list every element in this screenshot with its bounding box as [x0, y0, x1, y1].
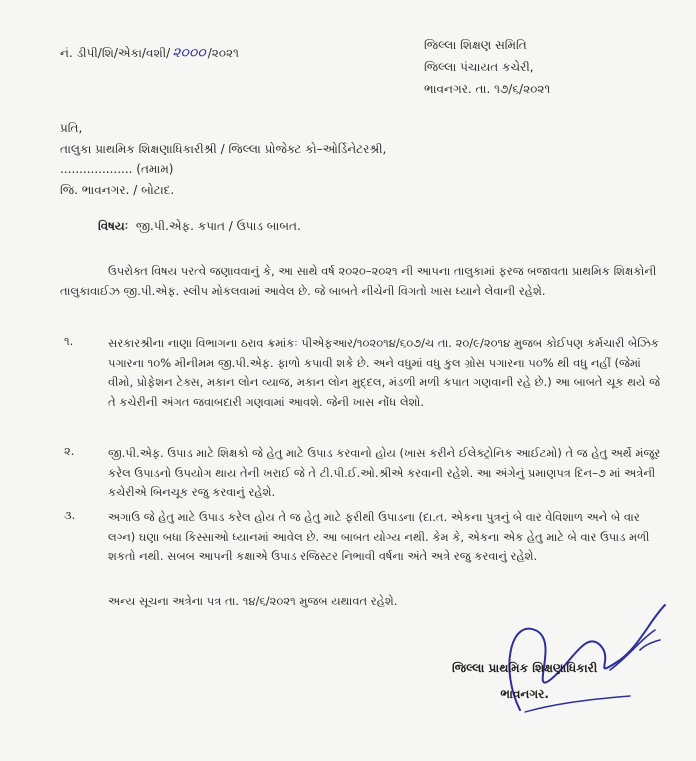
intro-paragraph: ઉપરોક્ત વિષય પરત્વે જણાવવાનું કે, આ સાથે વર્ષ ૨૦૨૦–૨૦૨૧ ની આપના તાલુકામાં ફરજ બજાવતા પ્રાથમિક શિક્ષકોની તાલુકાવાઈઝ જી.પી.એફ. સ્લીપ મોકલવામાં આવેલ છે. જે બાબતે નીચેની વિગતો ખાસ ધ્યાને લેવાની રહેશે. [60, 264, 657, 298]
item-text: અગાઉ જે હેતુ માટે ઉપાડ કરેલ હોય તે જ હેતુ માટે ફરીથી ઉપાડના (દા.ત. એકના પુત્રનું બે વાર વેવિશાળ અને બે વાર લગ્ન) ઘણા બધા કિસ્સાઓ ધ્યાનમાં આવેલ છે. આ બાબત યોગ્ય નથી. કેમ કે, એકના એક હેતુ માટે બે વાર ઉપાડ મળી શકતો નથી. સબબ આપની કક્ષાએ ઉપાડ રજિસ્ટર નિભાવી વર્ષના અંતે અત્રે રજુ કરવાનું રહેશે. [108, 510, 650, 563]
subject-text: જી.પી.એફ. કપાત / ઉપાડ બાબત. [135, 219, 301, 233]
ref-suffix: /૨૦૨૧ [207, 46, 239, 60]
item-number: ૩. [64, 508, 76, 522]
reference-number [60, 46, 239, 62]
issuing-office [424, 34, 550, 100]
subject-line [98, 219, 301, 234]
office-address: જિલ્લા પંચાયત કચેરી, [424, 60, 534, 74]
recipient-salutation: પ્રતિ, [60, 121, 83, 135]
item-number: ૧. [64, 334, 74, 348]
item-number: ૨. [64, 444, 75, 458]
signatory-place: ભાવનગર. [500, 687, 549, 701]
ref-handwritten-number: ૨૦૦૦ [172, 46, 206, 61]
ref-prefix: નં. ડીપી/શિ/એકા/વશી/ [60, 46, 171, 60]
item-text: જી.પી.એફ. ઉપાડ માટે શિક્ષકો જે હેતુ માટે ઉપાડ કરવાનો હોય (ખાસ કરીને ઈલેક્ટ્રોનિક આઈટમો) તે જ હેતુ અર્થે મંજૂર કરેલ ઉપાડનો ઉપયોગ થાય તેની ખરાઈ જે તે ટી.પી.ઈ.ઓ.શ્રીએ કરવાની રહેશે. આ અંગેનું પ્રમાણપત્ર દિન–૭ માં અત્રેની કચેરીએ બિનચૂક રજુ કરવાનું રહેશે. [108, 446, 661, 499]
closing-note: અન્ય સૂચના અત્રેના પત્ર તા. ૧૪/૬/૨૦૨૧ મુજબ યથાવત રહેશે. [108, 594, 398, 608]
subject-label: વિષયઃ [98, 219, 129, 233]
recipient-district: જિ. ભાવનગર. / બોટાદ. [60, 182, 175, 197]
recipient-all: ................... (તમામ) [60, 162, 174, 176]
item-text: સરકારશ્રીના નાણા વિભાગના ઠરાવ ક્રમાંકઃ પીએફઆર/૧૦૨૦૧૪/૬૦૭/ચ તા. ૨૦/૯/૨૦૧૪ મુજબ કોઈપણ કર્મચારી બેઝિક પગારના ૧૦% મીનીમમ જી.પી.એફ. ફાળો કપાવી શકે છે. અને વધુમાં વધુ કુલ ગ્રોસ પગારના ૫૦% થી વધુ નહીં (જેમાં વીમો, પ્રોફેશન ટેક્સ, મકાન લોન વ્યાજ, મકાન લોન મુદ્દલ, મંડળી મળી કપાત ગણવાની રહે છે.) આ બાબતે ચૂક થયે જે તે કચેરીની અંગત જવાબદારી ગણવામાં આવશે. જેની ખાસ નોંધ લેશો. [108, 336, 660, 409]
office-name: જિલ્લા શિક્ષણ સમિતિ [424, 38, 527, 52]
recipient-block [60, 118, 386, 200]
recipient-designation: તાલુકા પ્રાથમિક શિક્ષણાધિકારીશ્રી / જિલ્લા પ્રોજેક્ટ કો–ઓર્ડિનેટરશ્રી, [60, 141, 387, 156]
office-date: ભાવનગર. તા. ૧૭/૬/૨૦૨૧ [424, 82, 551, 96]
signatory-block [452, 655, 597, 707]
signatory-title: જિલ્લા પ્રાથમિક શિક્ષણાધિકારી [452, 661, 598, 675]
